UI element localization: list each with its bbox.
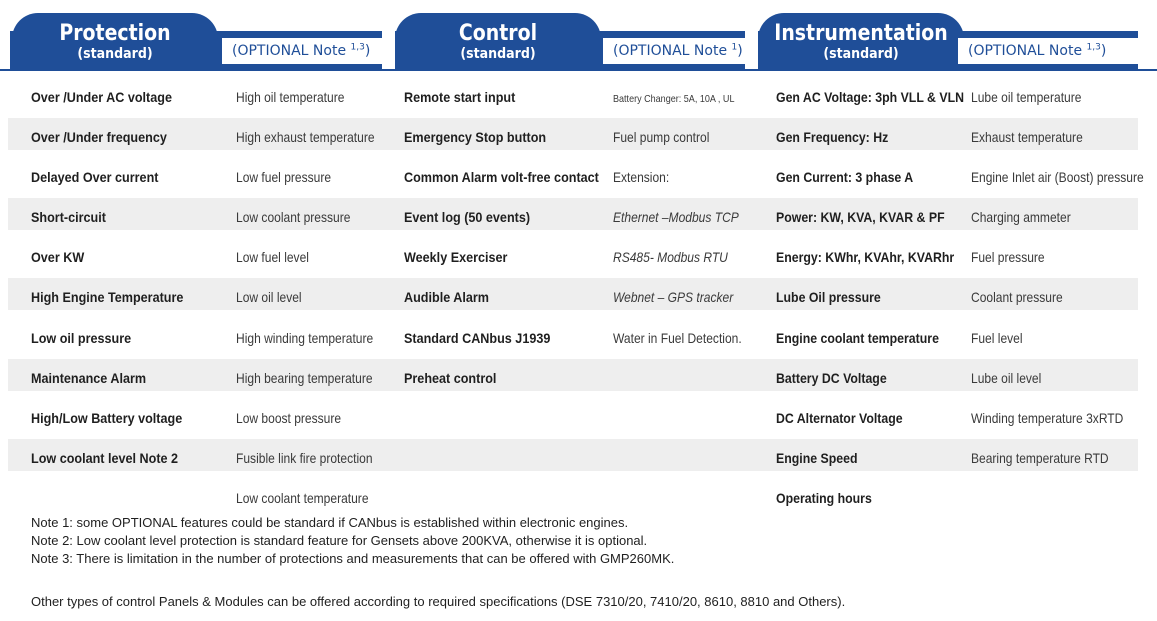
protection-standard-item: Maintenance Alarm xyxy=(31,370,147,386)
protection-optional-label xyxy=(222,38,382,64)
control-standard-item: Common Alarm volt-free contact xyxy=(404,169,599,185)
control-standard-item: Emergency Stop button xyxy=(404,129,547,145)
protection-optional-item: High exhaust temperature xyxy=(236,129,375,145)
instr-standard-item: Gen AC Voltage: 3ph VLL & VLN xyxy=(776,89,965,105)
protection-tab xyxy=(12,13,218,69)
protection-optional-item: High bearing temperature xyxy=(236,370,373,386)
instr-optional-item: Charging ammeter xyxy=(971,209,1071,225)
optional-end: ) xyxy=(364,43,371,59)
control-standard-item: Remote start input xyxy=(404,89,516,105)
protection-standard-item: Low coolant level Note 2 xyxy=(31,450,179,466)
protection-optional-item: Low fuel pressure xyxy=(236,169,332,185)
instrumentation-subtitle: (standard) xyxy=(823,46,899,62)
instr-optional-item: Lube oil temperature xyxy=(971,89,1082,105)
row-stripe xyxy=(8,198,1138,230)
control-optional-label xyxy=(603,38,745,64)
control-standard-item: Weekly Exerciser xyxy=(404,249,508,265)
protection-standard-item: Short-circuit xyxy=(31,209,106,225)
instr-standard-item: Engine Speed xyxy=(776,450,858,466)
instr-standard-item: Energy: KWhr, KVAhr, KVARhr xyxy=(776,249,955,265)
optional-text: (OPTIONAL Note xyxy=(968,43,1087,59)
protection-standard-item: Over KW xyxy=(31,249,85,265)
control-optional-item: RS485- Modbus RTU xyxy=(613,249,728,265)
protection-standard-item: High Engine Temperature xyxy=(31,289,184,305)
protection-standard-item: High/Low Battery voltage xyxy=(31,410,183,426)
instr-optional-item: Engine Inlet air (Boost) pressure xyxy=(971,169,1144,185)
control-standard-item: Standard CANbus J1939 xyxy=(404,330,551,346)
row-stripe xyxy=(8,359,1138,391)
protection-standard-item: Delayed Over current xyxy=(31,169,159,185)
control-optional-item: Extension: xyxy=(613,169,670,185)
control-optional-item: Fuel pump control xyxy=(613,129,710,145)
control-optional-item: Battery Changer: 5A, 10A , UL xyxy=(613,93,735,105)
instr-optional-item: Coolant pressure xyxy=(971,289,1063,305)
protection-standard-item: Over /Under AC voltage xyxy=(31,89,172,105)
instr-standard-item: Gen Current: 3 phase A xyxy=(776,169,914,185)
header-underline xyxy=(0,69,1157,71)
instr-optional-item: Lube oil level xyxy=(971,370,1042,386)
protection-optional-item: Low oil level xyxy=(236,289,302,305)
note-3: Note 3: There is limitation in the number of protections and measurements that can be offered with GMP260MK. xyxy=(31,551,675,566)
protection-optional-item: High winding temperature xyxy=(236,330,374,346)
control-title: Control xyxy=(458,21,538,46)
instr-standard-item: Power: KW, KVA, KVAR & PF xyxy=(776,209,945,225)
control-standard-item: Event log (50 events) xyxy=(404,209,531,225)
instr-optional-item: Fuel level xyxy=(971,330,1023,346)
protection-optional-item: High oil temperature xyxy=(236,89,345,105)
instrumentation-tab xyxy=(758,13,964,69)
protection-standard-item: Low oil pressure xyxy=(31,330,132,346)
note-2: Note 2: Low coolant level protection is standard feature for Gensets above 200KVA, otherwise it is optional. xyxy=(31,533,648,548)
protection-optional-item: Low fuel level xyxy=(236,249,309,265)
optional-text: (OPTIONAL Note xyxy=(613,43,732,59)
instr-standard-item: Operating hours xyxy=(776,490,872,506)
protection-subtitle: (standard) xyxy=(77,46,153,62)
instr-standard-item: Gen Frequency: Hz xyxy=(776,129,889,145)
instr-standard-item: Battery DC Voltage xyxy=(776,370,887,386)
optional-end: ) xyxy=(1100,43,1107,59)
instr-optional-item: Fuel pressure xyxy=(971,249,1045,265)
optional-note-sup: 1 xyxy=(731,42,738,53)
optional-end: ) xyxy=(737,43,743,59)
protection-optional-item: Fusible link fire protection xyxy=(236,450,373,466)
footer-text: Other types of control Panels & Modules can be offered according to required specifications (DSE 7310/20, 7410/20, 8610, 8810 and Others). xyxy=(31,594,846,609)
protection-optional-item: Low coolant temperature xyxy=(236,490,369,506)
instr-optional-item: Winding temperature 3xRTD xyxy=(971,410,1124,426)
control-optional-item: Ethernet –Modbus TCP xyxy=(613,209,739,225)
control-optional-item: Water in Fuel Detection. xyxy=(613,330,742,346)
control-subtitle: (standard) xyxy=(460,46,536,62)
instr-standard-item: Engine coolant temperature xyxy=(776,330,939,346)
optional-note-sup: 1,3 xyxy=(350,42,365,53)
protection-title: Protection xyxy=(59,21,171,46)
optional-note-sup: 1,3 xyxy=(1086,42,1101,53)
row-stripe xyxy=(8,118,1138,150)
instr-optional-item: Exhaust temperature xyxy=(971,129,1083,145)
protection-optional-item: Low boost pressure xyxy=(236,410,342,426)
protection-optional-item: Low coolant pressure xyxy=(236,209,351,225)
optional-text: (OPTIONAL Note xyxy=(232,43,351,59)
instr-standard-item: Lube Oil pressure xyxy=(776,289,881,305)
control-tab xyxy=(395,13,601,69)
control-standard-item: Preheat control xyxy=(404,370,497,386)
instr-optional-item: Bearing temperature RTD xyxy=(971,450,1109,466)
control-optional-item: Webnet – GPS tracker xyxy=(613,289,734,305)
protection-standard-item: Over /Under frequency xyxy=(31,129,167,145)
instrumentation-optional-label xyxy=(958,38,1138,64)
note-1: Note 1: some OPTIONAL features could be standard if CANbus is established within electronic engines. xyxy=(31,515,629,530)
instr-standard-item: DC Alternator Voltage xyxy=(776,410,903,426)
instrumentation-title: Instrumentation xyxy=(774,21,948,46)
control-standard-item: Audible Alarm xyxy=(404,289,489,305)
